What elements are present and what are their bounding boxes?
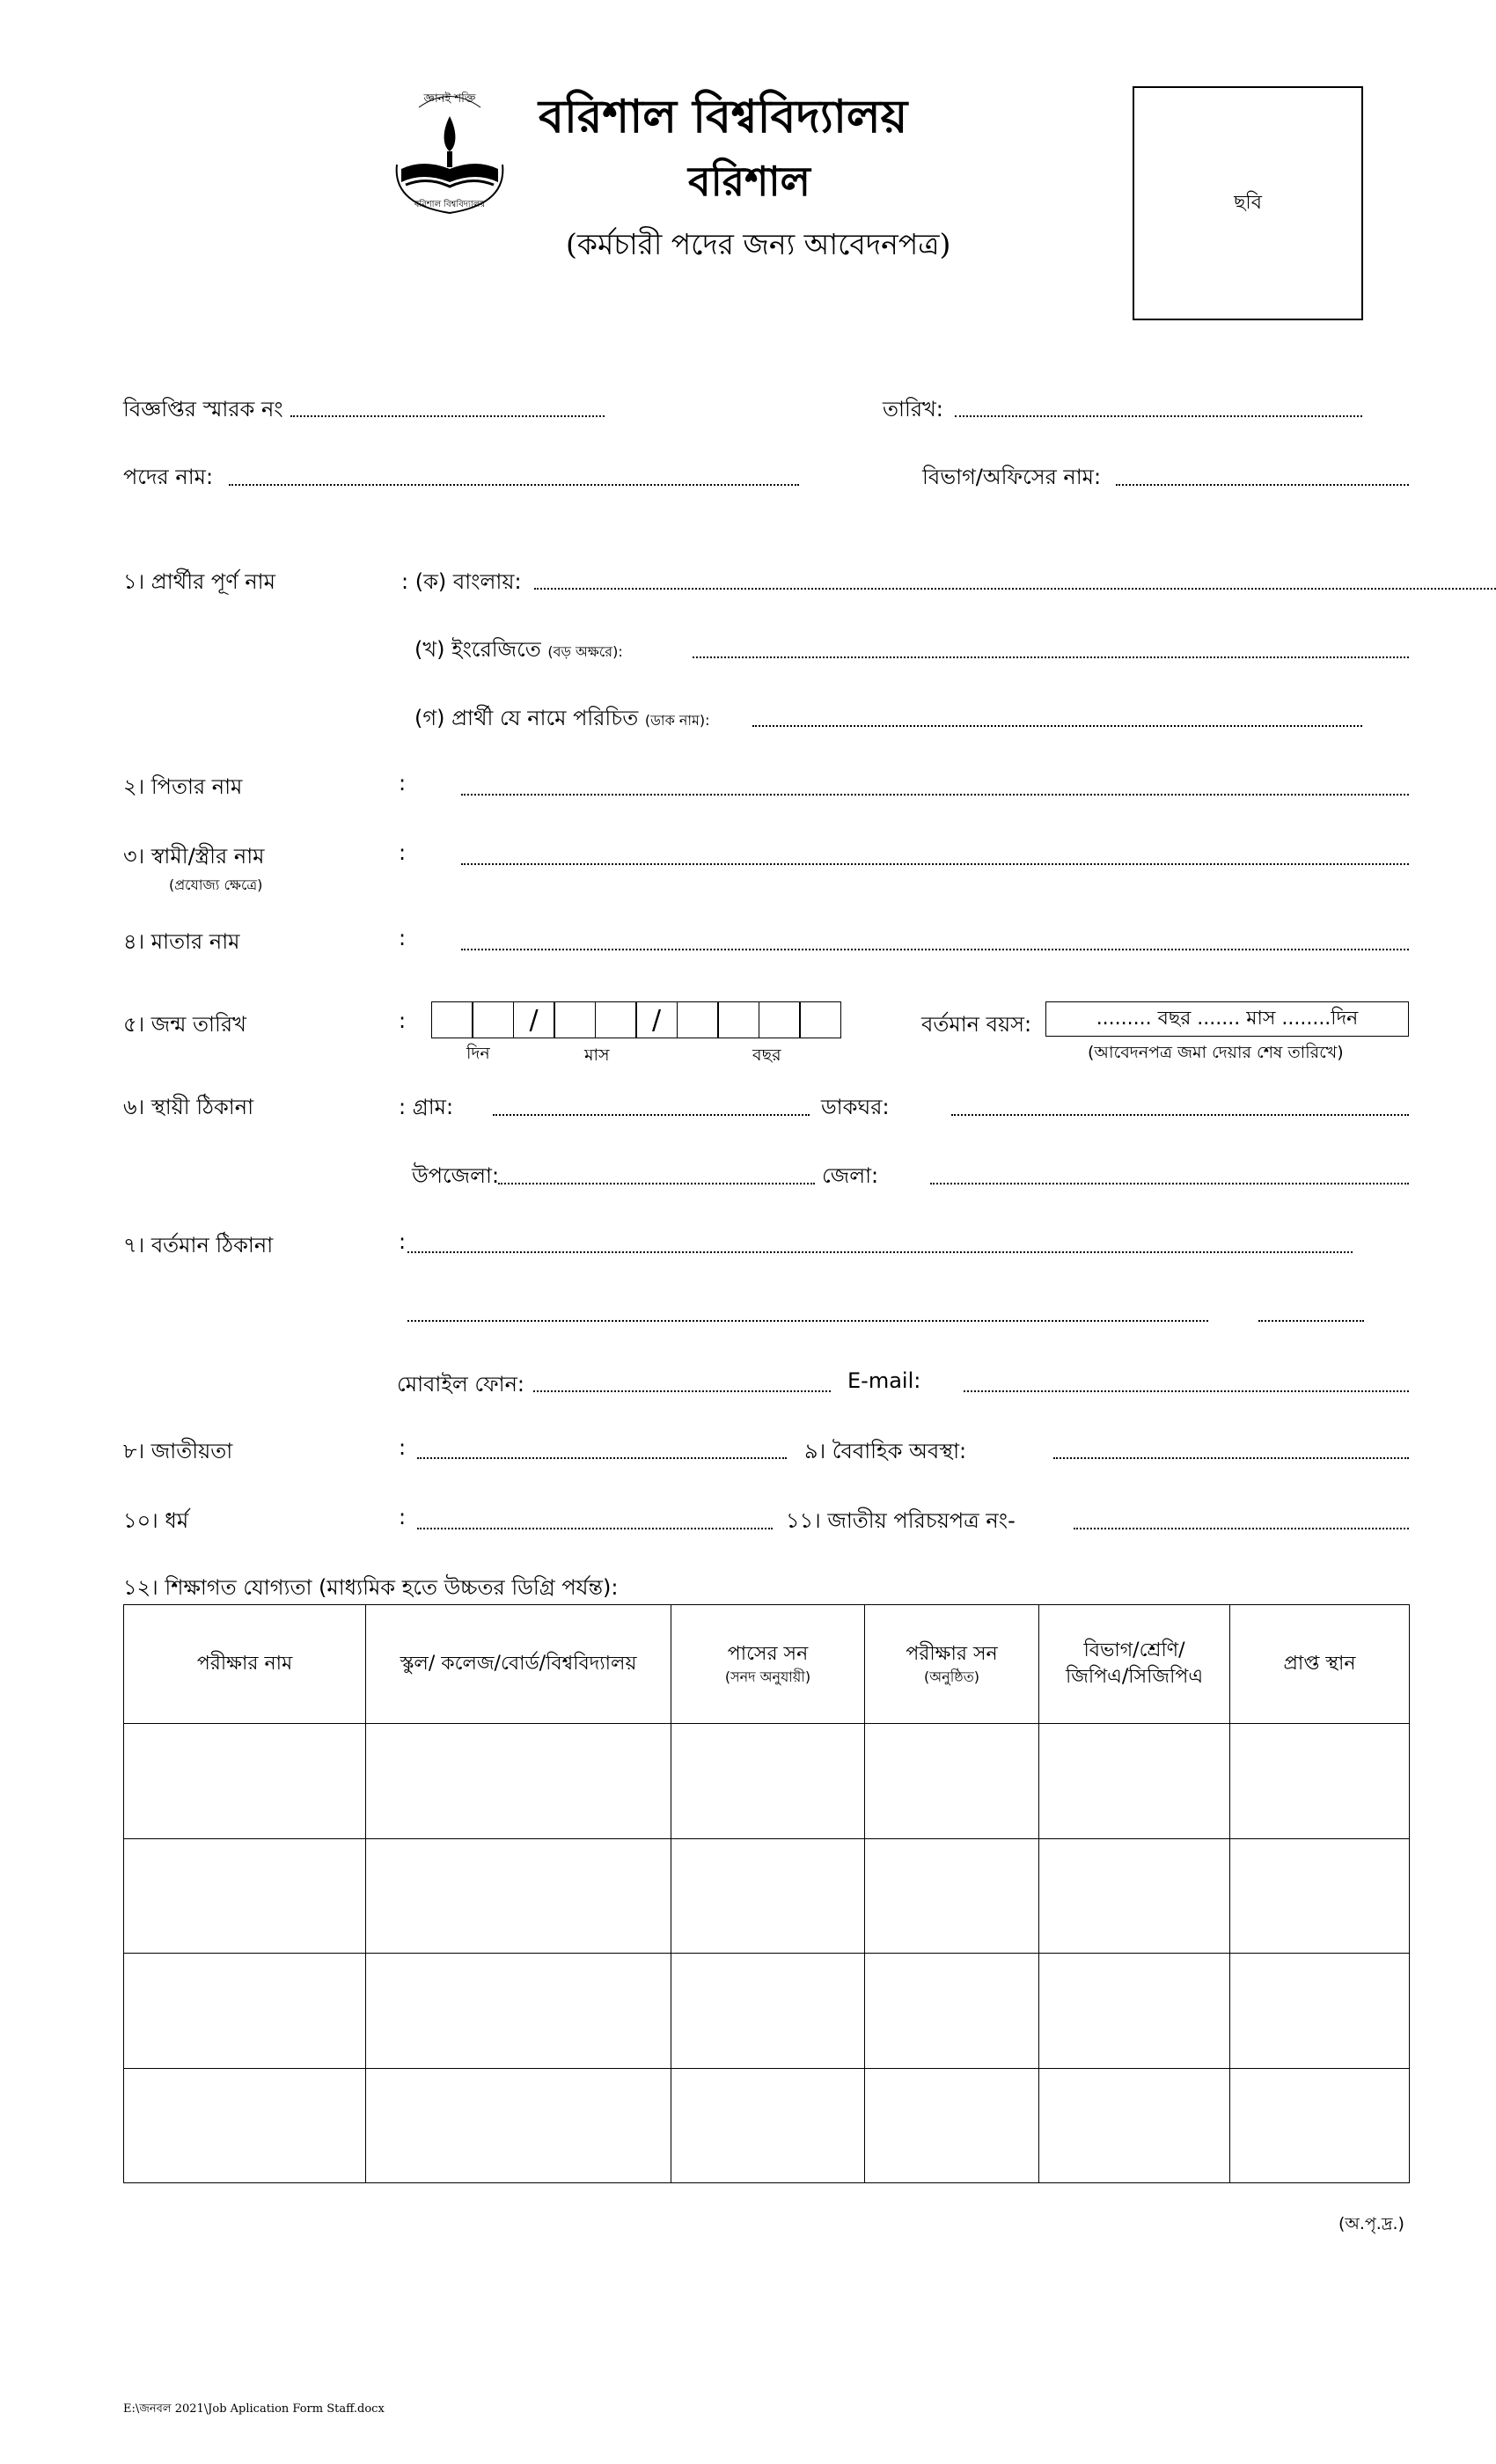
field-1b-note: (বড় অক্ষরে): [547,643,623,660]
table-row [124,1838,1410,1954]
field-11-label: ১১। জাতীয় পরিচয়পত্র নং- [786,1508,1016,1533]
form-subtitle: (কর্মচারী পদের জন্য আবেদনপত্র) [566,227,951,261]
table-header-row [124,1605,1410,1724]
post-field[interactable] [229,484,799,486]
upazila-field[interactable] [498,1183,815,1184]
field-1a-label: : (ক) বাংলায়: [401,569,522,594]
field-3-note: (প্রযোজ্য ক্ষেত্রে) [169,876,263,893]
post-label: পদের নাম: [123,465,214,489]
mobile-field[interactable] [533,1390,831,1392]
header-label: বিভাগ/শ্রেণি/ জিপিএ/সিজিপিএ [1065,1639,1204,1688]
table-cell[interactable] [1230,2068,1410,2183]
dob-box[interactable] [431,1001,473,1038]
header-label: পরীক্ষার সন [906,1643,998,1666]
university-logo [384,81,516,222]
photo-label: ছবি [1234,191,1262,214]
mobile-label: মোবাইল ফোন: [397,1372,524,1397]
field-5-label: ৫। জন্ম তারিখ [123,1012,246,1037]
dob-separator: / [635,1001,678,1038]
table-cell[interactable] [124,2068,366,2183]
logo-motto: জ্ঞানই শক্তি [423,92,476,106]
header-sub: (সনদ অনুযায়ী) [724,1668,811,1686]
dob-year-label: বছর [752,1045,781,1065]
dob-boxes[interactable] [432,1001,841,1038]
dob-day-label: দিন [466,1044,490,1063]
col-institution [366,1605,671,1724]
age-label: বর্তমান বয়স: [921,1012,1032,1037]
field-8-label: ৮। জাতীয়তা [123,1439,233,1463]
district-label: জেলা: [822,1163,879,1188]
dob-separator: / [513,1001,555,1038]
field-10-label: ১০। ধর্ম [123,1508,189,1533]
table-cell[interactable] [1230,1954,1410,2069]
email-label: E-mail: [847,1368,921,1393]
table-cell[interactable] [865,2068,1039,2183]
header-label: পাসের সন [727,1643,809,1666]
spouse-name-field[interactable] [461,863,1409,865]
village-label: : গ্রাম: [399,1095,454,1119]
name-bangla-field[interactable] [534,588,1496,590]
field-3-colon: : [399,840,407,865]
table-cell[interactable] [124,1838,366,1954]
dob-box[interactable] [677,1001,719,1038]
col-exam-year [865,1605,1039,1724]
field-2-label: ২। পিতার নাম [123,774,243,799]
age-note: (আবেদনপত্র জমা দেয়ার শেষ তারিখে) [1088,1043,1344,1062]
table-cell[interactable] [671,1954,865,2069]
field-1c-note: (ডাক নাম): [644,712,710,729]
field-1-label: ১। প্রার্থীর পূর্ণ নাম [123,569,275,594]
education-table [123,1604,1410,2183]
header-label: প্রাপ্ত স্থান [1283,1653,1356,1676]
continued-note: (অ.পৃ.দ্র.) [1338,2214,1404,2233]
table-cell[interactable] [1039,2068,1230,2183]
table-cell[interactable] [1230,1838,1410,1954]
present-address-field-3[interactable] [1258,1320,1364,1322]
field-4-label: ৪। মাতার নাম [123,929,240,954]
table-cell[interactable] [865,1838,1039,1954]
city-title: বরিশাল [688,158,810,205]
field-8-colon: : [399,1435,407,1460]
col-position [1230,1605,1410,1724]
table-cell[interactable] [671,1838,865,1954]
table-cell[interactable] [124,1954,366,2069]
present-address-field-1[interactable] [407,1251,1353,1253]
table-cell[interactable] [124,1724,366,1839]
field-10-colon: : [399,1505,407,1529]
date-field[interactable] [955,415,1362,417]
dob-box[interactable] [717,1001,759,1038]
field-1b-text: (খ) ইংরেজিতে [414,637,541,662]
logo-name: বরিশাল বিশ্ববিদ্যালয় [414,200,486,209]
nickname-field[interactable] [752,725,1362,727]
header-label: স্কুল/ কলেজ/বোর্ড/বিশ্ববিদ্যালয় [400,1653,637,1676]
field-2-colon: : [399,771,407,796]
header-label: পরীক্ষার নাম [196,1653,293,1676]
table-cell[interactable] [1039,1954,1230,2069]
col-division-gpa [1039,1605,1230,1724]
name-english-field[interactable] [693,656,1409,658]
upazila-label: উপজেলা: [412,1163,500,1188]
table-cell[interactable] [366,1724,671,1839]
table-cell[interactable] [671,2068,865,2183]
father-name-field[interactable] [461,794,1409,796]
dob-box[interactable] [799,1001,841,1038]
post-office-label: ডাকঘর: [821,1095,890,1119]
memo-label: বিজ্ঞপ্তির স্মারক নং [123,397,283,422]
table-cell[interactable] [1039,1724,1230,1839]
table-row [124,2068,1410,2183]
dob-box[interactable] [759,1001,801,1038]
village-field[interactable] [493,1114,810,1116]
table-cell[interactable] [671,1724,865,1839]
field-3-label: ৩। স্বামী/স্ত্রীর নাম [123,844,265,869]
field-1b-label [414,634,623,669]
table-cell[interactable] [865,1724,1039,1839]
table-cell[interactable] [1230,1724,1410,1839]
field-1c-text: (গ) প্রার্থী যে নামে পরিচিত [414,706,639,730]
mother-name-field[interactable] [461,949,1409,950]
table-row [124,1724,1410,1839]
nid-field[interactable] [1074,1528,1409,1529]
photo-box[interactable] [1133,86,1363,320]
file-path: E:\জনবল 2021\Job Aplication Form Staff.docx [123,2402,385,2416]
dept-field[interactable] [1116,484,1409,486]
table-cell[interactable] [865,1954,1039,2069]
field-7-label: ৭। বর্তমান ঠিকানা [123,1233,274,1258]
field-5-colon: : [399,1008,407,1033]
table-cell[interactable] [1039,1838,1230,1954]
present-address-field-2[interactable] [407,1320,1208,1322]
university-title: বরিশাল বিশ্ববিদ্যালয় [539,90,908,143]
dob-month-label: মাস [584,1045,610,1065]
field-1c-label [414,702,710,737]
post-office-field[interactable] [951,1114,1409,1116]
field-6-label: ৬। স্থায়ী ঠিকানা [123,1095,254,1119]
dept-label: বিভাগ/অফিসের নাম: [922,465,1102,489]
field-4-colon: : [399,926,407,950]
memo-field[interactable] [290,415,605,417]
field-9-label: ৯। বৈবাহিক অবস্থা: [804,1439,967,1463]
col-pass-year [671,1605,865,1724]
col-exam-name [124,1605,366,1724]
field-7-colon: : [399,1229,407,1254]
district-field[interactable] [930,1183,1409,1184]
religion-field[interactable] [417,1528,773,1529]
table-row [124,1954,1410,2069]
table-cell[interactable] [366,2068,671,2183]
header-sub: (অনুষ্ঠিত) [924,1668,979,1686]
date-label: তারিখ: [883,397,943,422]
nationality-field[interactable] [417,1457,787,1459]
table-cell[interactable] [366,1838,671,1954]
dob-box[interactable] [554,1001,596,1038]
dob-box[interactable] [595,1001,637,1038]
age-box[interactable]: ......... বছর ....... মাস ........দিন [1045,1001,1409,1037]
table-cell[interactable] [366,1954,671,2069]
dob-box[interactable] [472,1001,514,1038]
email-field[interactable] [964,1390,1409,1392]
field-12-label: ১২। শিক্ষাগত যোগ্যতা (মাধ্যমিক হতে উচ্চতর ডিগ্রি পর্যন্ত): [123,1575,619,1600]
marital-status-field[interactable] [1053,1457,1409,1459]
